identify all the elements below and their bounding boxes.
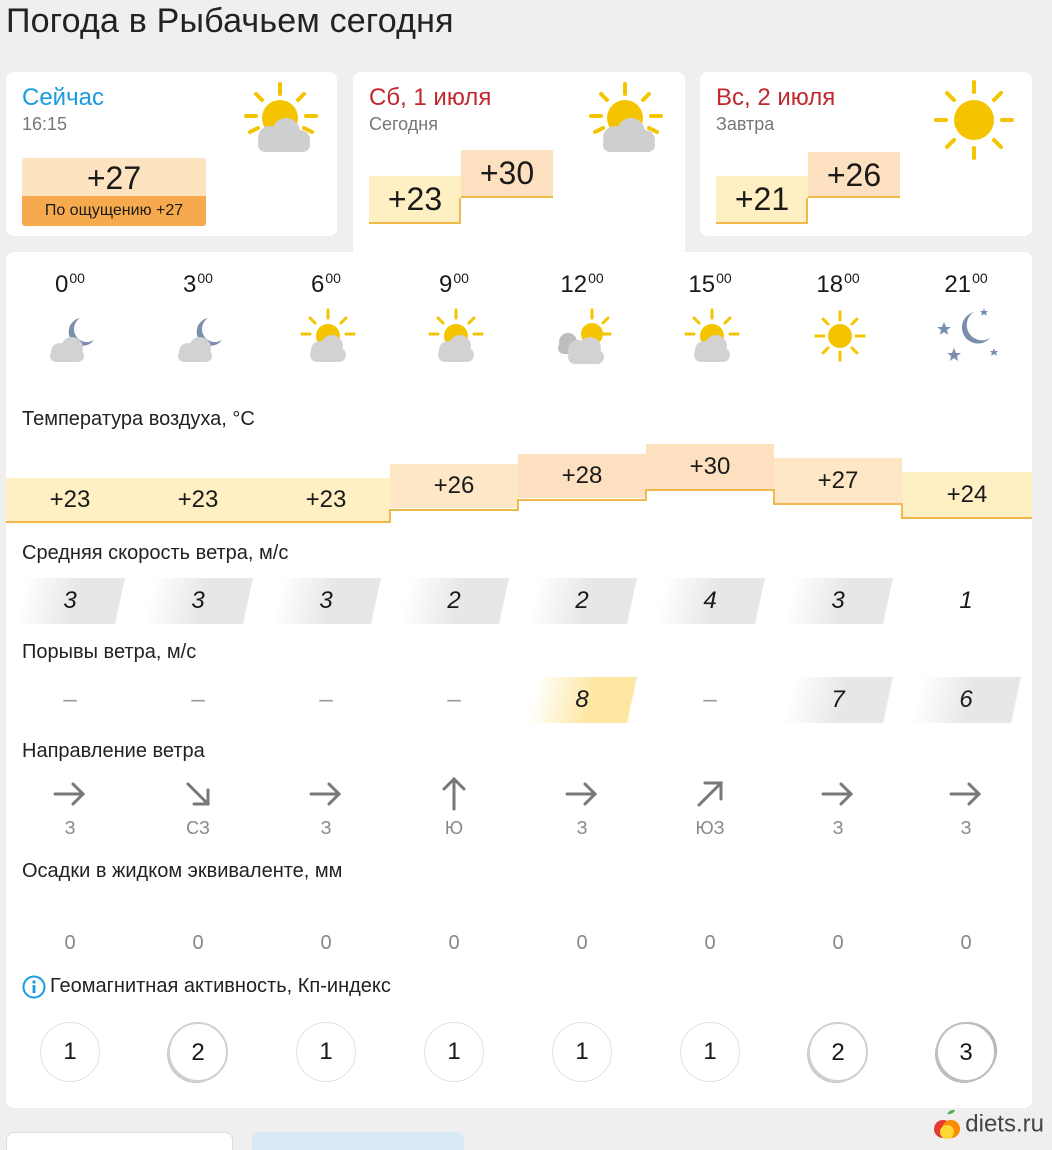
temp-cell: +28 <box>518 454 646 498</box>
tomorrow-card[interactable] <box>700 72 1032 236</box>
partly-cloudy-icon <box>424 304 488 368</box>
kp-index-value: 2 <box>168 1022 228 1082</box>
wind-gust-cell: 8 <box>518 677 646 723</box>
wind-gusts-label: Порывы ветра, м/с <box>22 641 197 663</box>
wind-speed-label: Средняя скорость ветра, м/с <box>22 542 289 564</box>
wind-direction-text: З <box>64 818 76 838</box>
bottom-action-button[interactable] <box>6 1132 233 1150</box>
wind-speed-cell: 3 <box>6 578 134 624</box>
partly-cloudy-icon <box>242 80 322 160</box>
partly-cloudy-icon <box>680 304 744 368</box>
kp-index-cell <box>390 1020 518 1084</box>
wind-direction-cell <box>390 776 518 839</box>
today-card[interactable] <box>353 72 685 256</box>
hour-label: $21^{00}$ <box>944 270 988 298</box>
wind-direction-cell <box>902 776 1030 839</box>
now-card[interactable] <box>6 72 337 236</box>
hourly-forecast-panel <box>6 252 1032 1108</box>
wind-direction-text: Ю <box>444 818 464 838</box>
night-clear-icon <box>936 304 1000 368</box>
sun-icon <box>808 304 872 368</box>
hour-label: $3^{00}$ <box>183 270 213 298</box>
wind-gust-cell: – <box>63 686 77 713</box>
precipitation-cell: 0 <box>320 932 332 954</box>
today-max-temp: +30 <box>461 150 553 198</box>
precipitation-cell: 0 <box>704 932 716 954</box>
tomorrow-subtitle: Завтра <box>716 114 775 134</box>
wind-direction-text: ЮЗ <box>695 818 725 838</box>
arrow-right-icon <box>948 776 984 812</box>
info-icon[interactable] <box>22 975 46 999</box>
hour-label: $6^{00}$ <box>311 270 341 298</box>
kp-index-cell <box>774 1020 902 1084</box>
kp-index-cell <box>646 1020 774 1084</box>
wind-speed-cell: 2 <box>390 578 518 624</box>
arrow-up-icon <box>436 776 472 812</box>
kp-index-cell <box>902 1020 1030 1084</box>
arrow-right-icon <box>564 776 600 812</box>
temp-step <box>806 198 808 224</box>
sun-icon <box>934 80 1014 160</box>
kp-index-value: 1 <box>296 1022 356 1082</box>
today-subtitle: Сегодня <box>369 114 438 134</box>
cloudy-sun-icon <box>552 304 616 368</box>
partly-cloudy-icon <box>587 80 667 160</box>
tomorrow-max-temp: +26 <box>808 152 900 198</box>
temperature-label: Температура воздуха, °C <box>22 408 255 430</box>
temp-cell: +24 <box>902 472 1032 518</box>
arrow-right-icon <box>820 776 856 812</box>
wind-gust-cell: 7 <box>774 677 902 723</box>
night-cloudy-icon <box>40 304 104 368</box>
page-title: Погода в Рыбачьем сегодня <box>6 2 454 40</box>
kp-index-value: 2 <box>808 1022 868 1082</box>
bottom-action-button[interactable] <box>252 1132 464 1150</box>
diets-logo <box>933 1108 1044 1148</box>
geomagnetic-label: Геомагнитная активность, Кп-индекс <box>50 975 391 997</box>
wind-direction-text: З <box>576 818 588 838</box>
now-temp-box <box>22 158 206 226</box>
precipitation-cell: 0 <box>448 932 460 954</box>
arrow-right-icon <box>308 776 344 812</box>
kp-index-cell <box>6 1020 134 1084</box>
hour-label: $9^{00}$ <box>439 270 469 298</box>
today-min-temp: +23 <box>369 176 461 224</box>
wind-direction-label: Направление ветра <box>22 740 205 762</box>
arrow-right-icon <box>52 776 88 812</box>
precipitation-cell: 0 <box>64 932 76 954</box>
apple-logo-icon <box>933 1108 961 1142</box>
wind-direction-cell <box>262 776 390 839</box>
temp-cell: +30 <box>646 444 774 490</box>
kp-index-value: 3 <box>936 1022 996 1082</box>
hour-label: $0^{00}$ <box>55 270 85 298</box>
temp-cell: +27 <box>774 458 902 504</box>
hour-label: $18^{00}$ <box>816 270 860 298</box>
kp-index-value: 1 <box>552 1022 612 1082</box>
precipitation-label: Осадки в жидком эквиваленте, мм <box>22 860 343 882</box>
wind-gust-cell: – <box>703 686 717 713</box>
logo-brand: diets <box>965 1110 1016 1138</box>
wind-direction-text: З <box>960 818 972 838</box>
temp-cell: +26 <box>390 464 518 508</box>
wind-direction-text: СЗ <box>186 818 210 838</box>
logo-tld: .ru <box>1015 1110 1044 1138</box>
temp-step <box>459 198 461 224</box>
partly-cloudy-icon <box>296 304 360 368</box>
hour-label: $15^{00}$ <box>688 270 732 298</box>
wind-gust-cell: – <box>191 686 205 713</box>
wind-direction-cell <box>6 776 134 839</box>
now-temp: +27 <box>86 160 142 196</box>
temp-cell: +23 <box>6 478 134 522</box>
wind-direction-cell <box>774 776 902 839</box>
precipitation-cell: 0 <box>960 932 972 954</box>
kp-index-cell <box>134 1020 262 1084</box>
wind-direction-text: З <box>320 818 332 838</box>
temp-cell: +23 <box>262 478 390 522</box>
wind-speed-cell: 3 <box>134 578 262 624</box>
arrow-up-right-icon <box>692 776 728 812</box>
precipitation-cell: 0 <box>832 932 844 954</box>
temp-cell: +23 <box>134 478 262 522</box>
kp-index-cell <box>518 1020 646 1084</box>
wind-speed-cell: 2 <box>518 578 646 624</box>
precipitation-cell: 0 <box>192 932 204 954</box>
wind-direction-cell <box>518 776 646 839</box>
now-time: 16:15 <box>22 114 68 134</box>
wind-speed-cell: 3 <box>262 578 390 624</box>
wind-gust-cell: – <box>447 686 461 713</box>
precipitation-cell: 0 <box>576 932 588 954</box>
kp-index-value: 1 <box>680 1022 740 1082</box>
night-cloudy-icon <box>168 304 232 368</box>
wind-gust-cell: – <box>319 686 333 713</box>
wind-direction-text: З <box>832 818 844 838</box>
wind-gust-cell: 6 <box>902 677 1030 723</box>
wind-speed-cell: 4 <box>646 578 774 624</box>
kp-index-cell <box>262 1020 390 1084</box>
arrow-down-right-icon <box>180 776 216 812</box>
wind-direction-cell <box>134 776 262 839</box>
wind-direction-cell <box>646 776 774 839</box>
wind-speed-cell: 3 <box>774 578 902 624</box>
hour-label: $12^{00}$ <box>560 270 604 298</box>
tomorrow-min-temp: +21 <box>716 176 808 224</box>
wind-speed-cell: 1 <box>959 587 973 614</box>
now-title: Сейчас <box>22 84 104 111</box>
kp-index-value: 1 <box>40 1022 100 1082</box>
kp-index-value: 1 <box>424 1022 484 1082</box>
feels-like: По ощущению +27 <box>22 196 206 226</box>
today-title: Сб, 1 июля <box>369 84 492 111</box>
tomorrow-title: Вс, 2 июля <box>716 84 836 111</box>
temperature-line <box>6 438 1032 528</box>
